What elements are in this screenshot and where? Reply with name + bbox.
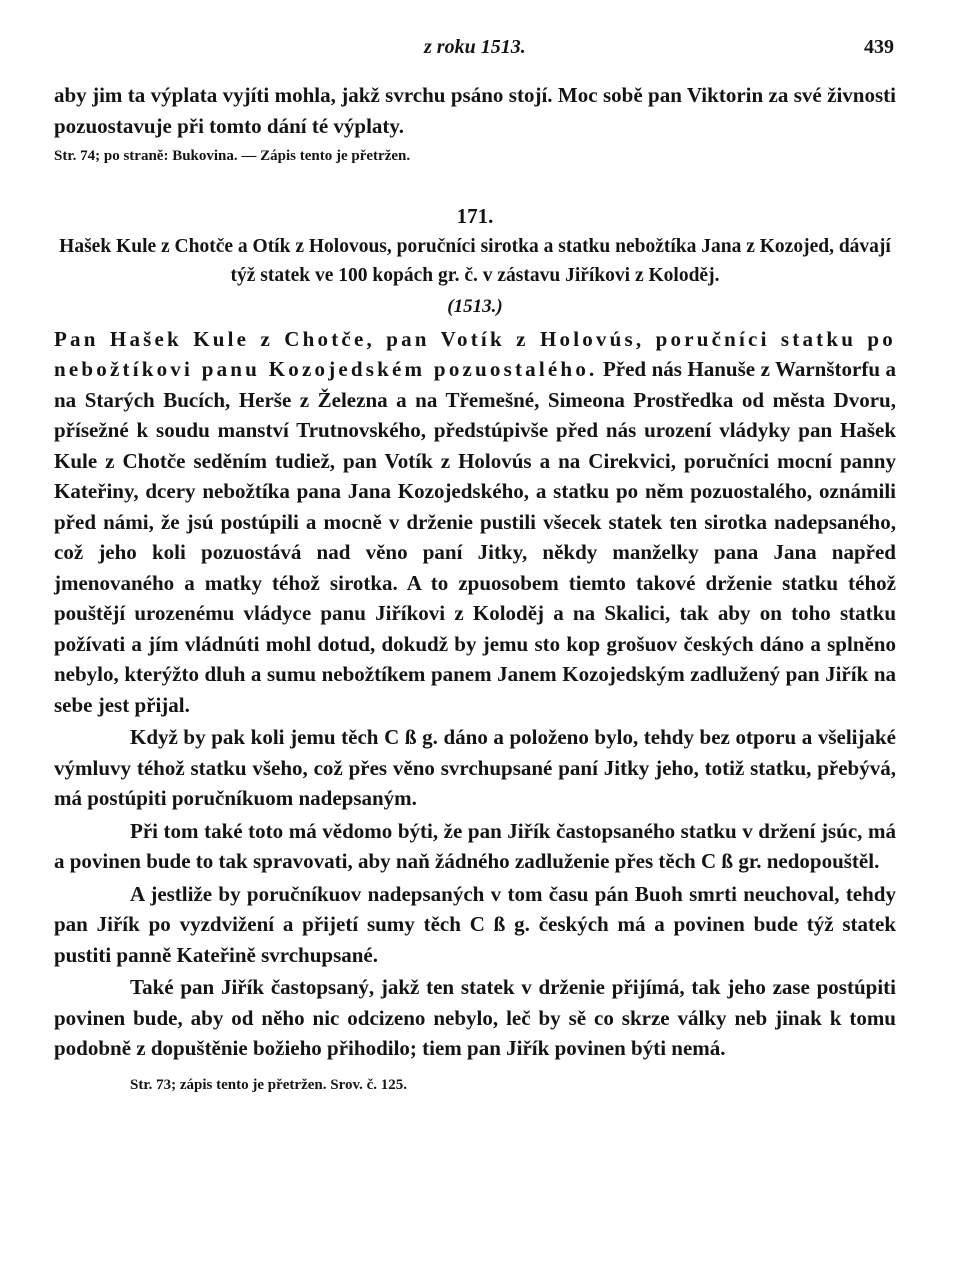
continuation-note: Str. 74; po straně: Bukovina. — Zápis tento je přetržen. — [54, 148, 411, 164]
entry-paragraph-5: Také pan Jiřík častopsaný, jakž ten statek v drženie přijímá, tak jeho zase postúpiti povinen bude, aby od něho nic odcizeno nebylo, leč by sě co skrze války neb jinak k tomu podobně z dopuštěnie božieho přihodilo; tiem pan Jiřík povinen býti nemá. — [54, 975, 896, 1060]
body-text — [54, 80, 896, 1096]
entry-paragraph-3: Při tom také toto má vědomo býti, že pan Jiřík častopsaného statku v držení jsúc, má a povinen bude to tak spravovati, aby naň žádného zadluženie přes těch C ß gr. nedopouštěl. — [54, 818, 896, 873]
entry-paragraph-2: Když by pak koli jemu těch C ß g. dáno a položeno bylo, tehdy bez otporu a všelijaké výmluvy téhož statku všeho, což přes věno svrchupsané paní Jitky jeho, totiž statku, přebývá, má postúpiti poručníkuom nadepsaným. — [54, 725, 896, 810]
continuation-paragraph: aby jim ta výplata vyjíti mohla, jakž svrchu psáno stojí. Moc sobě pan Viktorin za své živnosti pozuostavuje při tomto dání té výplaty. — [54, 83, 896, 138]
entry-date: (1513.) — [447, 295, 503, 317]
page-number: 439 — [864, 36, 894, 58]
page-header — [54, 36, 894, 62]
entry-paragraph-1 — [54, 324, 896, 721]
opening-spaced-text: Pan Hašek Kule z Chotče, pan Votík z Holovús, poručníci statku po nebožtíkovi panu Kozojedském pozuostalého. — [54, 326, 896, 381]
entry-footnote: Str. 73; zápis tento je přetržen. Srov. č. 125. — [130, 1076, 408, 1093]
entry-number: 171. — [456, 204, 494, 228]
entry-summary: Hašek Kule z Chotče a Otík z Holovous, poručníci sirotka a statku nebožtíka Jana z Kozojed, dávají týž statek ve 100 kopách gr. č. v zástavu Jiříkovi z Koloděj. — [59, 235, 891, 286]
paragraph-1-rest: Před nás Hanuše z Warnštorfu a na Starých Bucích, Herše z Železna a na Třemešné, Simeona Prostředka od města Dvoru, přísežné k soudu manství Trutnovského, předstúpivše před nás urození vládyky pan Hašek Kule z Chotče seděním tudiež, pan Votík z Holovús a na Cirekvici, poručníci mocní panny Kateřiny, dcery nebožtíka pana Jana Kozojedského, a statku po něm pozuostalého, oznámili před námi, že jsú postúpili a mocně v drženie pustili všecek statek ten sirotka nadepsaného, což jeho koli pozuostává nad věno paní Jitky, někdy manželky pana Jana napřed jmenovaného a matky téhož sirotka. A to zpuosobem tiemto takové drženie statku téhož pouštějí urozenému vládyce panu Jiříkovi z Koloděj a na Skalici, tak aby on toho statku požívati a jím vládnúti mohl dotud, dokudž by jemu sto kop grošuov českých dáno a splněno nebylo, kterýžto dluh a sumu nebožtíkem panem Janem Kozojedským zadlužený pan Jiřík na sebe jest přijal. — [54, 357, 896, 717]
running-head: z roku 1513. — [424, 36, 526, 58]
entry-paragraph-4: A jestliže by poručníkuov nadepsaných v tom času pán Buoh smrti neuchoval, tehdy pan Jiřík po vyzdvižení a přijetí sumy těch C ß g. českých má a povinen bude týž statek pustiti panně Kateřině svrchupsané. — [54, 881, 896, 967]
